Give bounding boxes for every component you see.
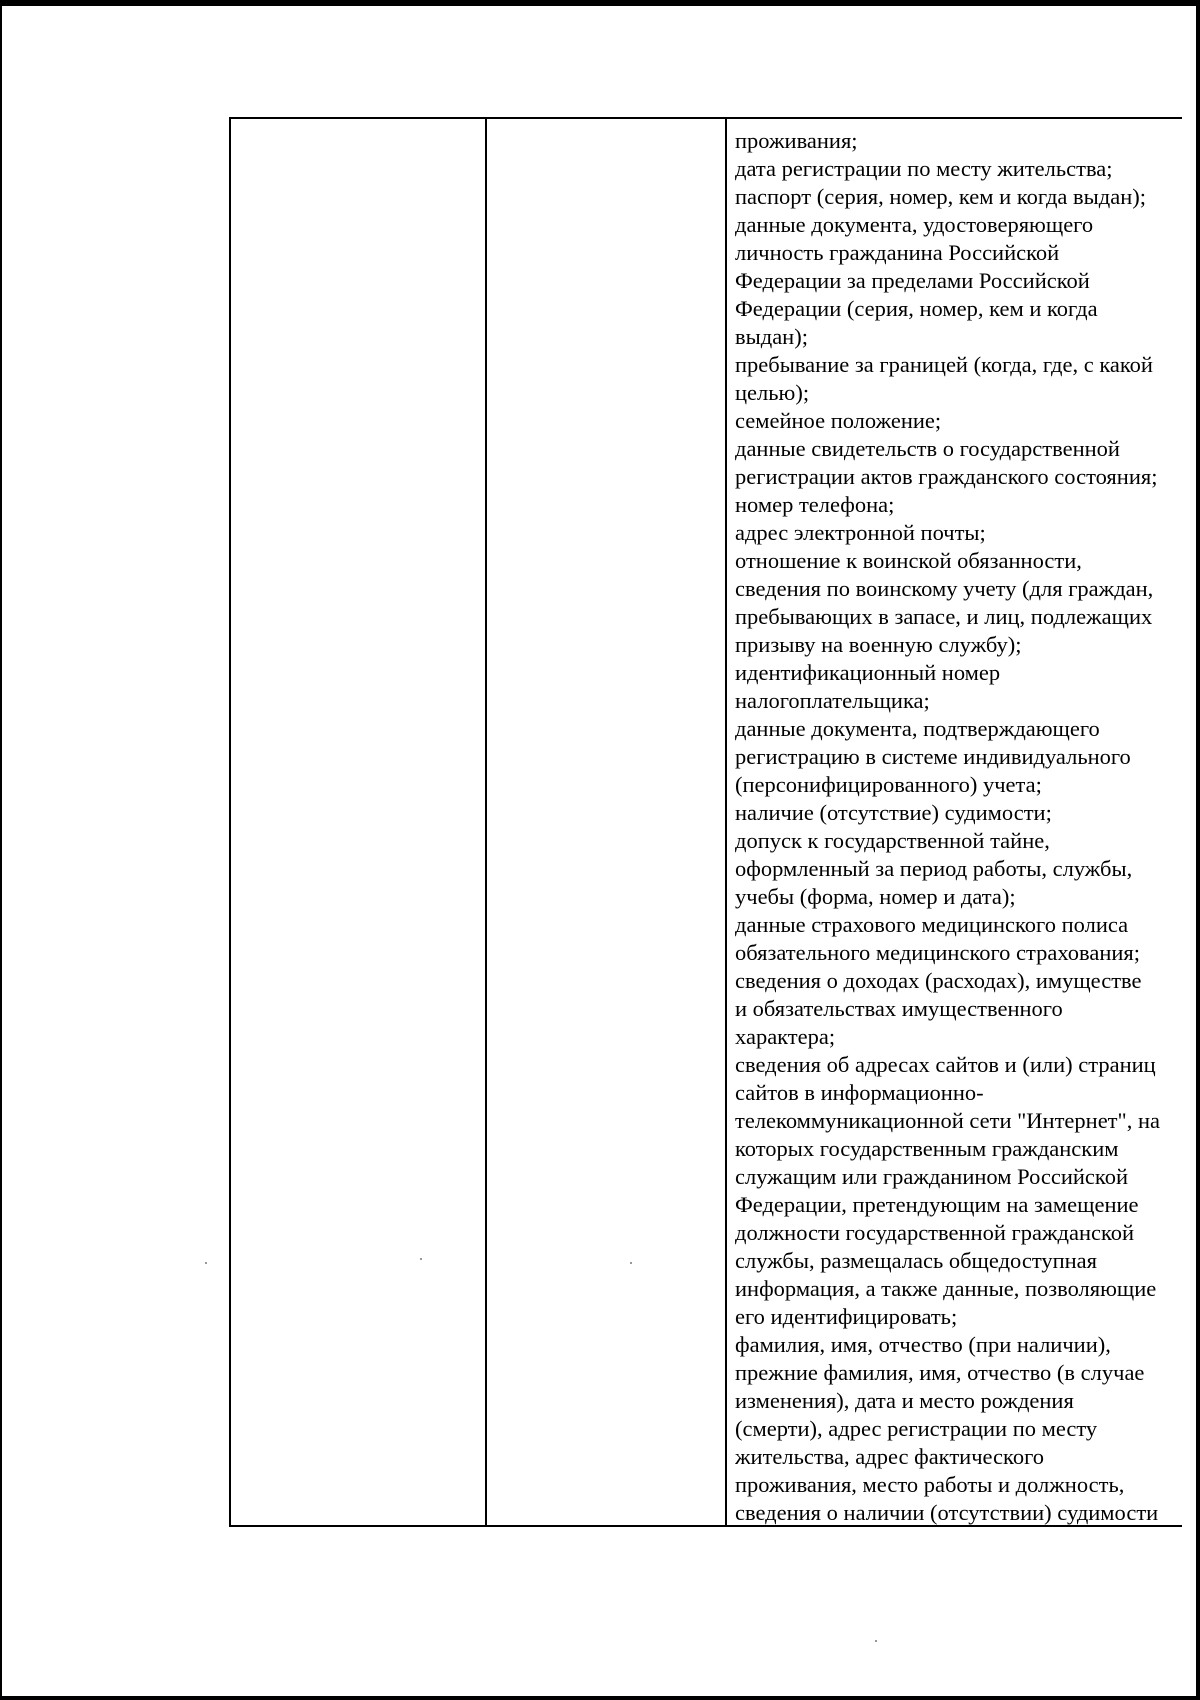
column-3-text-line: пребывающих в запасе, и лиц, подлежащих (735, 604, 1153, 629)
column-3-text-line: дата регистрации по месту жительства; (735, 156, 1113, 181)
column-3-text-line: учебы (форма, номер и дата); (735, 884, 1016, 909)
column-3-text-line: данные документа, подтверждающего (735, 716, 1100, 741)
column-3-text-line: регистрации актов гражданского состояния; (735, 464, 1158, 489)
column-3-text-line: наличие (отсутствие) судимости; (735, 800, 1052, 825)
column-3-text-line: прежние фамилия, имя, отчество (в случае (735, 1360, 1145, 1385)
column-3-text-line: личность гражданина Российской (735, 240, 1060, 265)
column-3-text-line: телекоммуникационной сети "Интернет", на (735, 1108, 1160, 1133)
column-3-text-line: его идентифицировать; (735, 1304, 958, 1329)
column-3-text-line: сведения по воинскому учету (для граждан, (735, 576, 1154, 601)
column-3-text-line: семейное положение; (735, 408, 942, 433)
column-3-text-line: службы, размещалась общедоступная (735, 1248, 1098, 1273)
column-3-text-line: характера; (735, 1024, 836, 1049)
scan-speck (875, 1640, 877, 1642)
column-3-text-line: паспорт (серия, номер, кем и когда выдан); (735, 184, 1146, 209)
table-column-2 (487, 119, 727, 1525)
column-3-text-line: Федерации за пределами Российской (735, 268, 1090, 293)
scan-speck (205, 1262, 207, 1264)
column-3-text-line: данные документа, удостоверяющего (735, 212, 1094, 237)
column-3-text-line: призыву на военную службу); (735, 632, 1022, 657)
column-3-text-line: Федерации, претендующим на замещение (735, 1192, 1139, 1217)
column-3-text-line: фамилия, имя, отчество (при наличии), (735, 1332, 1111, 1357)
table-column-3 (727, 119, 1182, 1525)
column-3-text-line: должности государственной гражданской (735, 1220, 1135, 1245)
column-3-text-line: проживания, место работы и должность, (735, 1472, 1125, 1497)
column-3-text-line: номер телефона; (735, 492, 895, 517)
table-column-1 (231, 119, 487, 1525)
column-3-text-line: служащим или гражданином Российской (735, 1164, 1129, 1189)
column-3-text-line: информация, а также данные, позволяющие (735, 1276, 1157, 1301)
column-3-text-line: обязательного медицинского страхования; (735, 940, 1140, 965)
column-3-text-line: проживания; (735, 128, 858, 153)
column-3-text-line: оформленный за период работы, службы, (735, 856, 1133, 881)
column-3-text-line: данные свидетельств о государственной (735, 436, 1120, 461)
column-3-text-line: жительства, адрес фактического (735, 1444, 1045, 1469)
column-3-text-line: данные страхового медицинского полиса (735, 912, 1129, 937)
column-3-text-line: изменения), дата и место рождения (735, 1388, 1074, 1413)
column-3-text-line: отношение к воинской обязанности, (735, 548, 1082, 573)
column-3-text-line: сведения о доходах (расходах), имуществе (735, 968, 1142, 993)
scan-speck (420, 1258, 422, 1260)
column-3-text-line: идентификационный номер (735, 660, 1001, 685)
column-3-text-line: сайтов в информационно- (735, 1080, 984, 1105)
column-3-text-line: регистрацию в системе индивидуального (735, 744, 1131, 769)
column-3-text-line: целью); (735, 380, 810, 405)
column-3-text-line: сведения о наличии (отсутствии) судимости (735, 1500, 1159, 1525)
column-3-text-line: (смерти), адрес регистрации по месту (735, 1416, 1098, 1441)
column-3-text-line: пребывание за границей (когда, где, с какой (735, 352, 1153, 377)
column-3-text-line: допуск к государственной тайне, (735, 828, 1050, 853)
document-table (229, 117, 1182, 1527)
column-3-text-line: адрес электронной почты; (735, 520, 986, 545)
column-3-text-line: выдан); (735, 324, 808, 349)
column-3-text-line: сведения об адресах сайтов и (или) страниц (735, 1052, 1156, 1077)
scan-speck (630, 1262, 632, 1264)
column-3-text-line: и обязательствах имущественного (735, 996, 1063, 1021)
column-3-text-line: налогоплательщика; (735, 688, 930, 713)
column-3-text-line: которых государственным гражданским (735, 1136, 1119, 1161)
column-3-text-line: (персонифицированного) учета; (735, 772, 1042, 797)
column-3-text-line: Федерации (серия, номер, кем и когда (735, 296, 1098, 321)
